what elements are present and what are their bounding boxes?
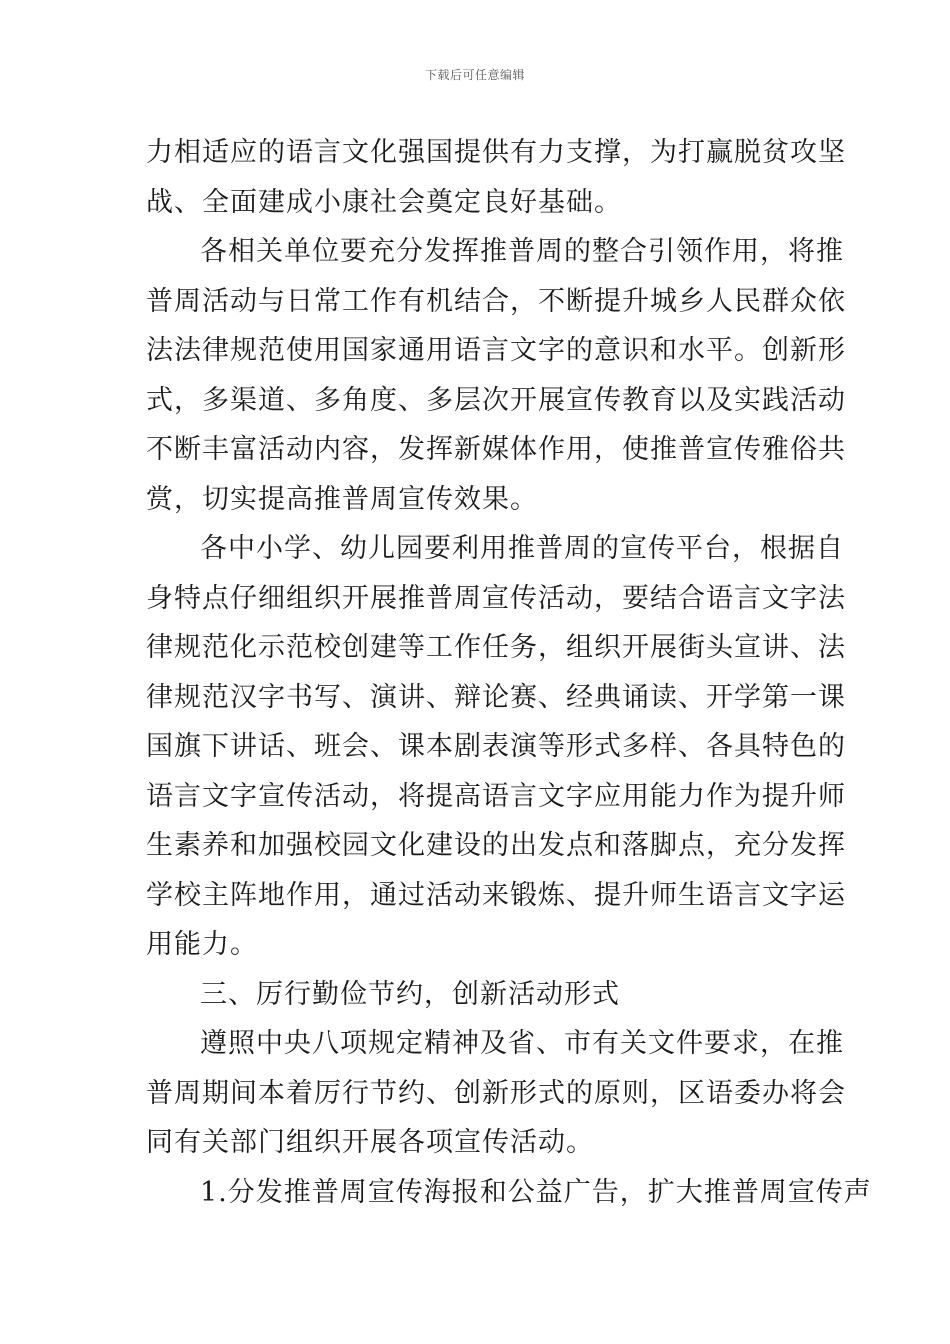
text-line: 生素养和加强校园文化建设的出发点和落脚点，充分发挥 bbox=[146, 830, 846, 861]
text-line: 律规范汉字书写、演讲、辩论赛、经典诵读、开学第一课 bbox=[146, 681, 846, 713]
text-line: 普周活动与日常工作有机结合，不断提升城乡人民群众依 bbox=[146, 285, 846, 317]
text-line: 1.分发推普周宣传海报和公益广告，扩大推普周宣传声 bbox=[200, 1176, 872, 1208]
text-line: 用能力。 bbox=[146, 929, 258, 960]
document-body bbox=[146, 128, 872, 1217]
text-line: 普周期间本着厉行节约、创新形式的原则，区语委办将会 bbox=[146, 1077, 846, 1109]
text-line: 同有关部门组织开展各项宣传活动。 bbox=[146, 1127, 594, 1158]
text-line: 各中小学、幼儿园要利用推普周的宣传平台，根据自 bbox=[200, 533, 844, 564]
text-line: 遵照中央八项规定精神及省、市有关文件要求，在推 bbox=[200, 1028, 844, 1059]
text-line: 律规范化示范校创建等工作任务，组织开展街头宣讲、法 bbox=[146, 632, 846, 663]
text-line: 各相关单位要充分发挥推普周的整合引领作用，将推 bbox=[200, 236, 844, 267]
text-line: 赏，切实提高推普周宣传效果。 bbox=[146, 483, 538, 515]
text-line: 学校主阵地作用，通过活动来锻炼、提升师生语言文字运 bbox=[146, 879, 846, 911]
text-line: 三、厉行勤俭节约，创新活动形式 bbox=[200, 978, 620, 1010]
text-line: 式，多渠道、多角度、多层次开展宣传教育以及实践活动 bbox=[146, 384, 846, 416]
text-line: 力相适应的语言文化强国提供有力支撑，为打赢脱贫攻坚 bbox=[146, 137, 846, 168]
text-line: 法法律规范使用国家通用语言文字的意识和水平。创新形 bbox=[146, 335, 846, 366]
text-line: 国旗下讲话、班会、课本剧表演等形式多样、各具特色的 bbox=[146, 731, 846, 762]
text-line: 身特点仔细组织开展推普周宣传活动，要结合语言文字法 bbox=[146, 582, 846, 614]
text-line: 战、全面建成小康社会奠定良好基础。 bbox=[146, 186, 622, 218]
text-line: 不断丰富活动内容，发挥新媒体作用，使推普宣传雅俗共 bbox=[146, 434, 846, 465]
page-header: 下载后可任意编辑 bbox=[424, 68, 525, 82]
text-line: 语言文字宣传活动，将提高语言文字应用能力作为提升师 bbox=[146, 780, 846, 812]
